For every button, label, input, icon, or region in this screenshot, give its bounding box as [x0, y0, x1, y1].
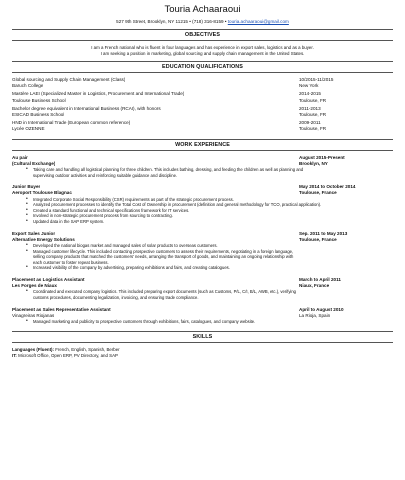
dates: 2011-2013: [299, 105, 321, 111]
bullet-item: • Increased visibility of the company by advertising, preparing exhibitions and fairs, and creating catalogues.: [26, 265, 393, 271]
job-dates: May 2014 to October 2014: [299, 184, 356, 190]
divider: [12, 72, 393, 73]
school: ESICAD Business School: [12, 112, 65, 118]
job-location: La Rioja, Spain: [299, 312, 331, 318]
job-bullets: [12, 289, 393, 300]
skills-list: [12, 347, 393, 359]
bullet-item: • Developed the national biogas market and managed sales of solar products to overseas customers.: [26, 243, 393, 249]
location: Toulouse, FR: [299, 112, 327, 118]
job-title: Junior Buyer: [12, 184, 41, 190]
job-dates: Sep. 2011 to May 2013: [299, 230, 348, 236]
section-title-education: EDUCATION QUALIFICATIONS: [162, 64, 243, 70]
section-title-objectives: OBJECTIVES: [184, 32, 221, 38]
education-item: [12, 77, 393, 89]
job-location: Niaux, France: [299, 283, 330, 289]
job-bullets: [12, 319, 393, 325]
degree: Bachelor degree equivalent in International Business (RCAI), with honors: [12, 105, 161, 111]
school: Baruch College: [12, 83, 44, 89]
school: Lycée OZENNE: [12, 126, 45, 132]
degree: Global sourcing and Supply Chain Management (Class): [12, 77, 126, 82]
section-title-skills: SKILLS: [192, 333, 213, 340]
job-org: Alternative Energy Solutions: [12, 236, 75, 242]
objectives-section: [12, 29, 393, 57]
contact-line: [12, 19, 393, 25]
it-value: Microsoft Office, Open ERP, PV Directory, and SAP: [18, 352, 118, 358]
bullet-item: • Taking care and handling all logistical planning for three children. This includes bathing, dressing, and feeding the children as well as planning and: [26, 167, 393, 173]
experience-section: [12, 139, 393, 325]
job-bullets: [12, 167, 393, 178]
separator: •: [189, 19, 191, 24]
job-org: Vinagreiras Riojanas: [12, 312, 55, 318]
candidate-name: Touria Achaaraoui: [164, 4, 241, 15]
separator: •: [224, 19, 227, 24]
school: Toulouse Business School: [12, 97, 66, 103]
bullet-continuation: selling company products that matched the customers' needs, arranging the transport of goods, and maintaining an ongoing relationship with: [33, 254, 294, 260]
divider: [12, 40, 393, 41]
bullet-continuation: each customer to foster repeat business.: [33, 259, 109, 265]
bullet-item: • Managed marketing and publicity to prospective customers through exhibitions, fairs, catalogues, and company website.: [26, 319, 393, 325]
address: 527 9th Street, Brooklyn, NY 11215: [116, 19, 188, 24]
job-title: Placement as Logistics Assistant: [12, 276, 85, 282]
it-label: IT:: [12, 352, 17, 358]
job-entry: [12, 155, 393, 179]
job-location: Toulouse, France: [299, 236, 337, 242]
bullet-item: • Coordinated and executed company logistics. This included preparing export documents (such as Customs, P/L, C/I, B/L, AWB, etc.), verifying: [26, 289, 393, 295]
divider: [12, 150, 393, 151]
job-dates: April to August 2010: [299, 306, 344, 312]
job-location: Toulouse, France: [299, 190, 337, 196]
job-title: Au pair: [12, 154, 28, 160]
dates: 2014-2015: [299, 91, 321, 97]
dates: 2009-2011: [299, 120, 321, 126]
dates: 10/2015-11/2015: [299, 77, 334, 82]
skills-section: [12, 331, 393, 359]
bullet-continuation: customs procedures, documenting legalization, invoicing, and ensuring trade compliance.: [33, 294, 199, 300]
bullet-item: • Analyzed procurement processes to identify the Total Cost of Ownership in procurement (definition and general methodology for TCO, practical application).: [26, 202, 393, 208]
job-dates: August 2015-Present: [299, 154, 345, 160]
job-entry: [12, 184, 393, 224]
objective-line: I am seeking a position in marketing, global sourcing and supply chain management in the United States.: [100, 51, 305, 56]
bullet-continuation: supervising outdoor activities and reinforcing suitable guidance and discipline.: [33, 172, 178, 178]
job-title: Export Sales Junior: [12, 230, 56, 236]
education-item: [12, 106, 393, 118]
job-dates: March to April 2011: [299, 276, 341, 282]
job-org: Les Forges de Niaux: [12, 283, 57, 289]
job-entry: [12, 307, 393, 325]
job-entry: [12, 277, 393, 301]
bullet-item: • Created a standard functional and technical specifications framework for IT services.: [26, 208, 393, 214]
degree: Mastère LAEI (Specialized Master in Logistics, Procurement and International Trade): [12, 91, 185, 97]
bullet-item: • Integrated Corporate Social Responsibility (CSR) requirements as part of the strategic procurement process.: [26, 197, 393, 203]
bullet-item: • Updated data in the SAP ERP system.: [26, 219, 393, 225]
objective-text: [12, 45, 393, 57]
degree: HND in International Trade (European common reference): [12, 120, 131, 126]
location: New York: [299, 83, 319, 89]
bullet-item: • Managed customer lifecycle. This included contacting prospective customers to assess their requirements, negotiating in a foreign language,: [26, 249, 393, 255]
languages-label: Languages (Fluent):: [12, 346, 54, 352]
education-item: [12, 91, 393, 103]
phone: (718) 316-8159: [192, 19, 224, 24]
skills-it: [12, 353, 393, 359]
job-org: (Cultural Exchange): [12, 160, 56, 166]
location: Toulouse, FR: [299, 126, 327, 132]
bullet-item: • Involved in non-strategic procurement process from sourcing to contracting.: [26, 213, 393, 219]
location: Toulouse, FR: [299, 97, 327, 103]
job-bullets: [12, 197, 393, 225]
objective-line: I am a French national who is fluent in four languages and has experience in export sales, logistics and as a buyer.: [91, 45, 314, 50]
job-location: Brooklyn, NY: [299, 160, 328, 166]
education-item: [12, 120, 393, 132]
section-title-experience: WORK EXPERIENCE: [175, 141, 230, 148]
languages-value: French, English, Spanish, Berber: [55, 346, 120, 352]
education-section: [12, 61, 393, 133]
email-link[interactable]: touria.achaaraoui@gmail.com: [227, 19, 289, 24]
job-entry: [12, 231, 393, 271]
divider: [12, 342, 393, 343]
job-org: Aeroport Toulouse Blagnac: [12, 190, 72, 196]
job-bullets: [12, 243, 393, 271]
job-title: Placement as Sales Representative Assistant: [12, 306, 111, 312]
